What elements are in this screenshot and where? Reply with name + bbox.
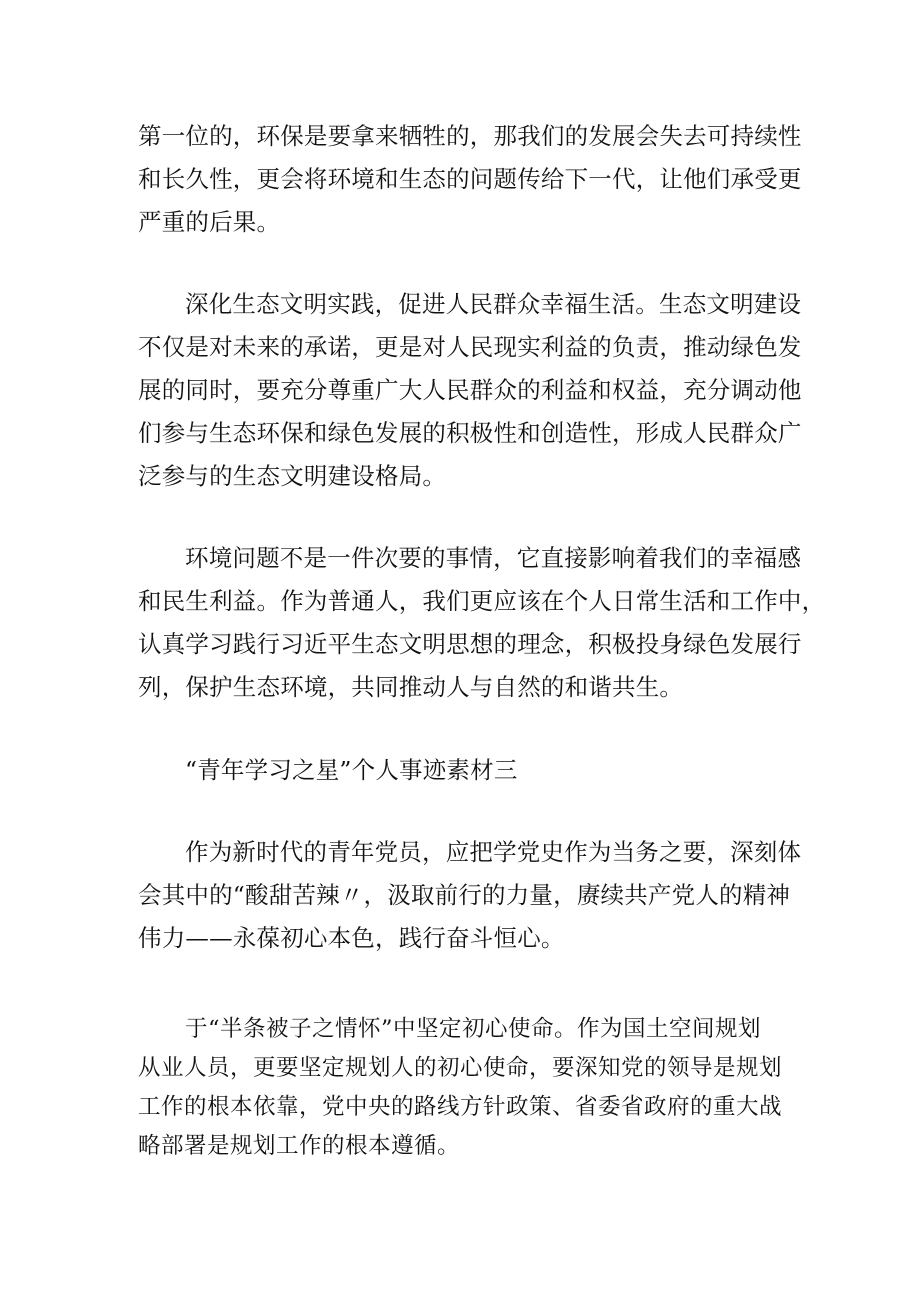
text-line: 从业人员，更要坚定规划人的初心使命，要深知党的领导是规划 — [138, 1055, 783, 1081]
text-line: 列，保护生态环境，共同推动人与自然的和谐共生。 — [138, 673, 684, 701]
section-heading: “青年学习之星”个人事迹素材三 — [185, 756, 518, 784]
text-line: 工作的根本依靠，党中央的路线方针政策、省委省政府的重大战 — [138, 1094, 783, 1120]
text-line: 作为新时代的青年党员，应把学党史作为当务之要，深刻体 — [185, 838, 802, 866]
text-line: 严重的后果。 — [138, 208, 281, 236]
text-line: 伟力——永葆初心本色，践行奋斗恒心。 — [138, 924, 565, 952]
text-line: 深化生态文明实践，促进人民群众幸福生活。生态文明建设 — [185, 290, 802, 318]
text-line: 略部署是规划工作的根本遵循。 — [138, 1133, 461, 1159]
text-line: 第一位的，环保是要拿来牺牲的，那我们的发展会失去可持续性 — [138, 122, 802, 150]
text-line: 认真学习践行习近平生态文明思想的理念，积极投身绿色发展行 — [138, 630, 802, 658]
text-line: 展的同时，要充分尊重广大人民群众的利益和权益，充分调动他 — [138, 376, 802, 404]
text-line: 不仅是对未来的承诺，更是对人民现实利益的负责，推动绿色发 — [138, 333, 802, 361]
text-line: 们参与生态环保和绿色发展的积极性和创造性，形成人民群众广 — [138, 419, 802, 447]
text-line: 和民生利益。作为普通人，我们更应该在个人日常生活和工作中， — [138, 587, 826, 615]
text-line: 会其中的“酸甜苦辣〃，汲取前行的力量，赓续共产党人的精神 — [138, 881, 791, 909]
text-line: 泛参与的生态文明建设格局。 — [138, 462, 447, 490]
text-line: 环境问题不是一件次要的事情，它直接影响着我们的幸福感 — [185, 544, 802, 572]
text-line: 于“半条被子之情怀”中坚定初心使命。作为国土空间规划 — [185, 1016, 762, 1042]
text-line: 和长久性，更会将环境和生态的问题传给下一代，让他们承受更 — [138, 165, 802, 193]
